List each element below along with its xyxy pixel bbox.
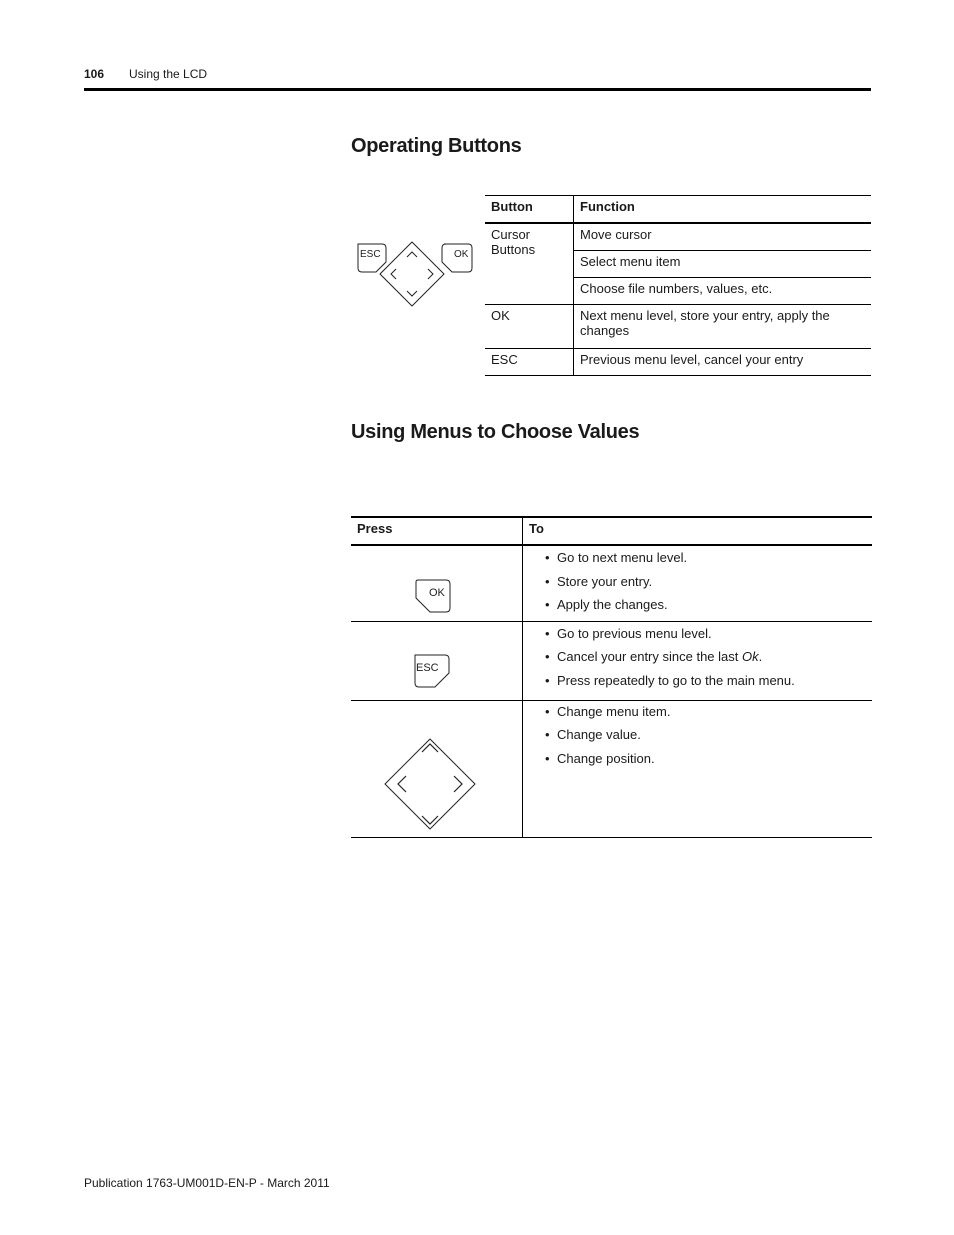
running-header: Using the LCD (129, 67, 208, 81)
table-header-row (485, 196, 871, 224)
ok-key-label: OK (429, 587, 445, 599)
press-cell-cursor (351, 700, 523, 837)
table-row (351, 545, 872, 621)
esc-key-icon (411, 651, 451, 691)
cursor-keypad-icon (382, 736, 478, 832)
button-cell-ok: OK (485, 305, 574, 349)
keypad-ok-label: OK (454, 249, 469, 260)
section-title-operating-buttons: Operating Buttons (351, 135, 522, 157)
to-cell (523, 621, 873, 700)
page-number: 106 (84, 67, 105, 81)
bullet-list (523, 546, 872, 621)
function-cell: Next menu level, store your entry, apply the changes (574, 305, 872, 349)
keypad-diagram (354, 240, 474, 310)
list-item (557, 649, 872, 673)
list-item-text: Cancel your entry since the last (557, 649, 742, 664)
column-header-press: Press (351, 517, 523, 545)
footer-publication: Publication 1763-UM001D-EN-P - March 2011 (84, 1176, 330, 1190)
list-item: • Store your entry. (557, 574, 872, 598)
keypad-esc-label: ESC (360, 249, 381, 260)
button-cell-esc: ESC (485, 349, 574, 376)
list-item: • Press repeatedly to go to the main menu. (557, 673, 872, 697)
table-row (485, 305, 871, 349)
column-header-to: To (523, 517, 873, 545)
ok-key-icon (412, 576, 452, 616)
table-row (351, 621, 872, 700)
bullet-list (523, 622, 872, 697)
column-header-function: Function (574, 196, 872, 224)
table-row (485, 223, 871, 251)
table-header-row (351, 517, 872, 545)
section-title-using-menus: Using Menus to Choose Values (351, 421, 640, 443)
table-row (351, 700, 872, 837)
bullet-list (523, 701, 872, 775)
list-item-end: . (758, 649, 763, 664)
to-cell (523, 545, 873, 621)
list-item: • Change value. (557, 727, 872, 751)
press-cell-ok (351, 545, 523, 621)
list-item: • Change position. (557, 751, 872, 775)
esc-key-label: ESC (416, 661, 439, 674)
list-item: • Go to previous menu level. (557, 626, 872, 650)
list-item: • Change menu item. (557, 704, 872, 728)
function-cell: Choose file numbers, values, etc. (574, 278, 872, 305)
list-item: • Apply the changes. (557, 597, 872, 621)
button-cell-cursor: Cursor Buttons (485, 223, 574, 305)
operating-buttons-table (485, 195, 871, 376)
list-item-emphasis: Ok (741, 649, 759, 664)
function-cell: Previous menu level, cancel your entry (574, 349, 872, 376)
table-row (485, 349, 871, 376)
column-header-button: Button (485, 196, 574, 224)
press-cell-esc (351, 621, 523, 700)
to-cell (523, 700, 873, 837)
list-item: • Go to next menu level. (557, 550, 872, 574)
menu-keys-table (351, 516, 872, 838)
function-cell: Select menu item (574, 251, 872, 278)
function-cell: Move cursor (574, 223, 872, 251)
header-rule (84, 88, 871, 91)
